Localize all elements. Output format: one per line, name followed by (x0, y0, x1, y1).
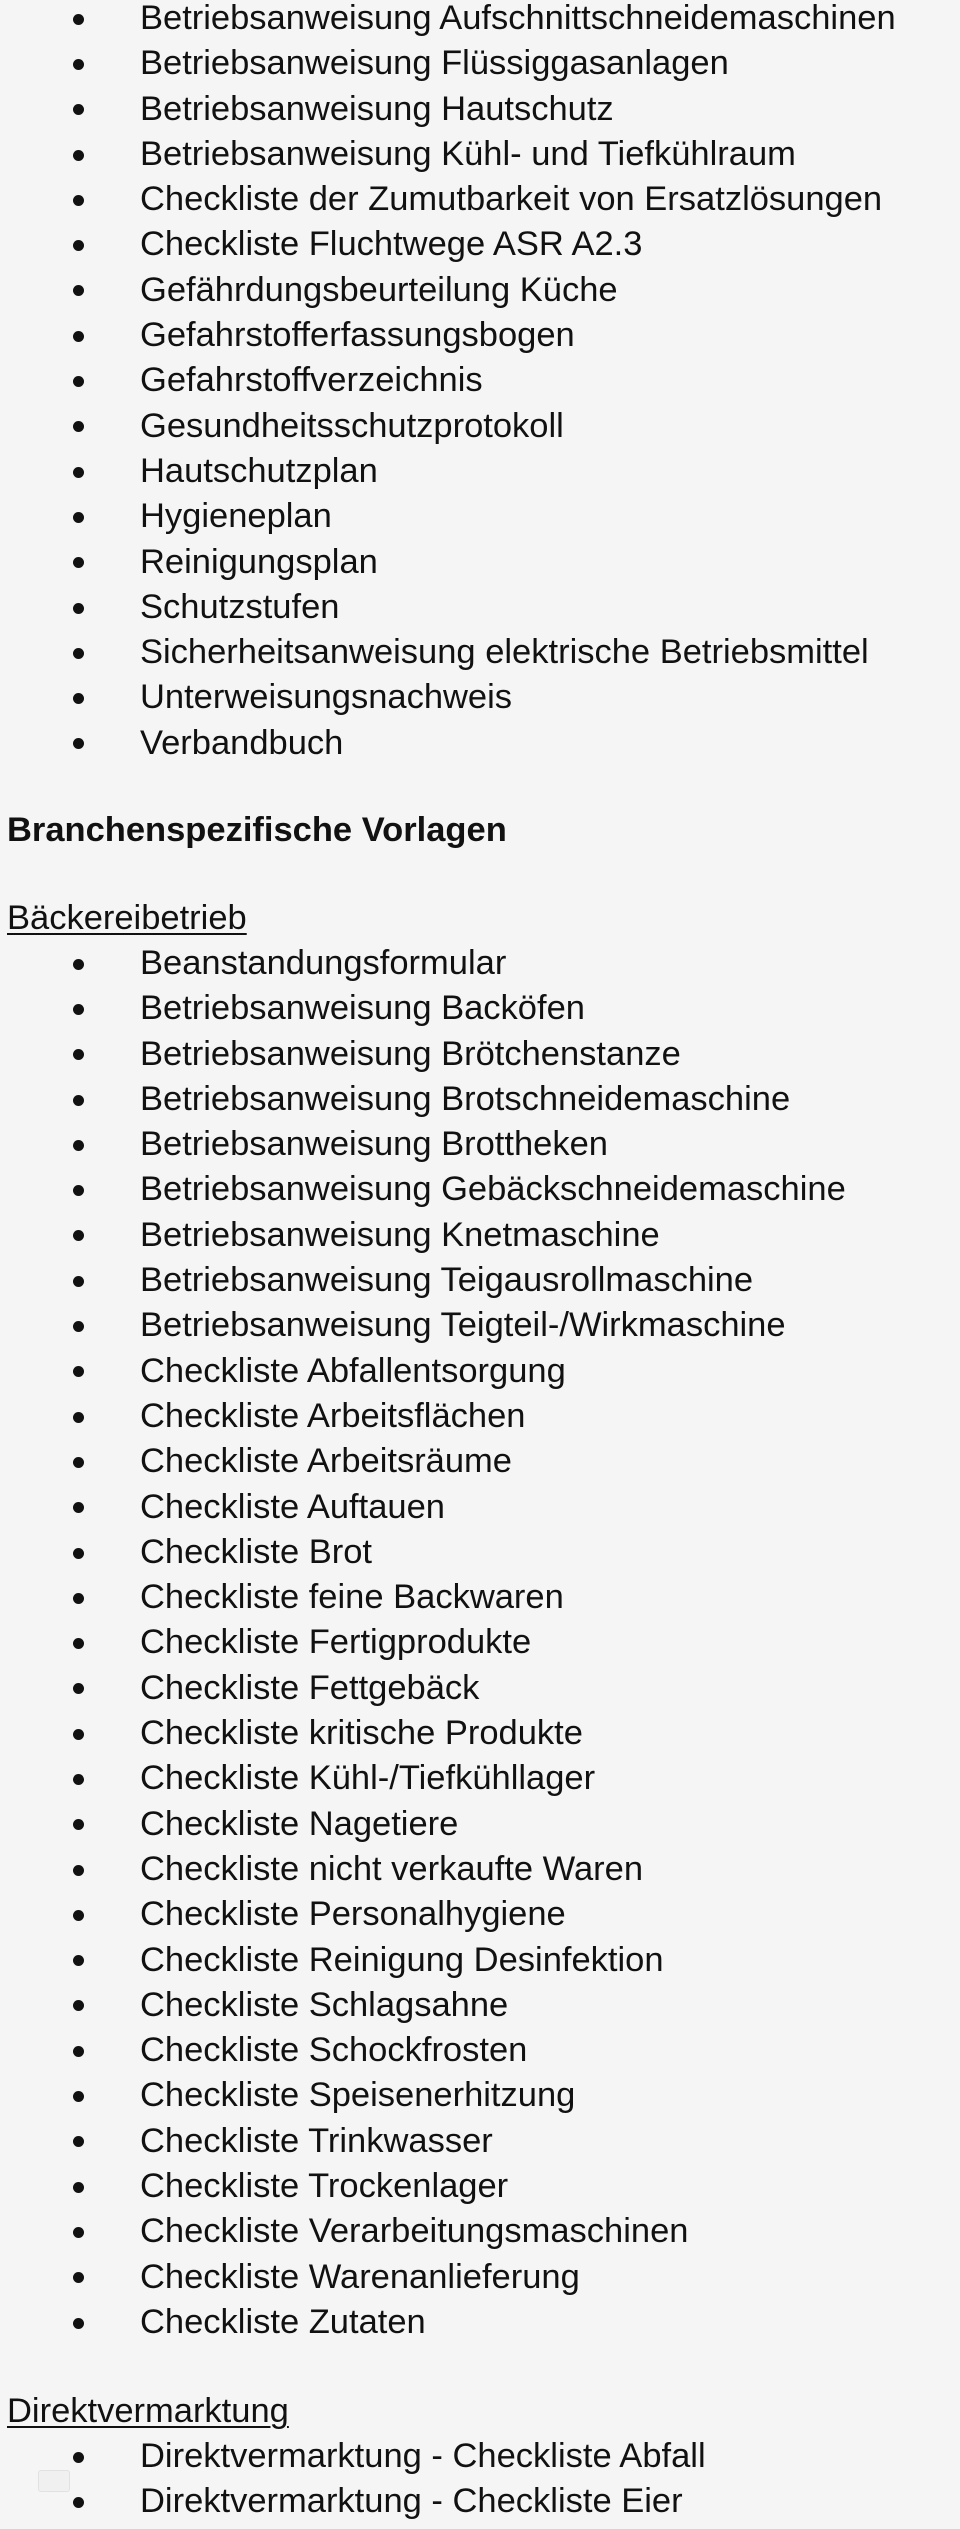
list-item-label: Checkliste feine Backwaren (140, 1578, 564, 1617)
list-item-label: Unterweisungsnachweis (140, 678, 513, 717)
list-item[interactable] (0, 2028, 960, 2073)
list-item-label: Betriebsanweisung Aufschnittschneidemaschinen (140, 0, 896, 37)
list-item-label: Checkliste Fettgebäck (140, 1668, 480, 1707)
bullet-icon (73, 1638, 84, 1649)
list-item-label: Beanstandungsformular (140, 944, 507, 982)
bullet-icon (73, 2182, 84, 2193)
bullet-icon (73, 1276, 84, 1287)
list-item-label: Checkliste Arbeitsräume (140, 1442, 512, 1481)
list-item-label: Checkliste Personalhygiene (140, 1895, 566, 1934)
list-item-label: Schutzstufen (140, 587, 340, 626)
list-item-label: Verbandbuch (140, 723, 344, 762)
bullet-icon (73, 1095, 84, 1106)
list-item-label: Reinigungsplan (140, 542, 378, 581)
list-item-label: Betriebsanweisung Hautschutz (140, 89, 614, 128)
bullet-icon (73, 1049, 84, 1060)
list-item-label: Checkliste Warenanlieferung (140, 2257, 580, 2296)
list-item[interactable] (0, 1847, 960, 1892)
list-item-label: Checkliste Fluchtwege ASR A2.3 (140, 225, 643, 264)
list-item[interactable] (0, 941, 960, 986)
list-item[interactable] (0, 540, 960, 585)
list-item[interactable] (0, 1258, 960, 1303)
list-item[interactable] (0, 1530, 960, 1575)
bullet-icon (73, 331, 84, 342)
list-item[interactable] (0, 2209, 960, 2254)
list-item-label: Checkliste Trinkwasser (140, 2121, 493, 2160)
list-item-label: Gesundheitsschutzprotokoll (140, 406, 564, 445)
list-item-label: Betriebsanweisung Kühl- und Tiefkühlraum (140, 134, 796, 173)
list-item[interactable] (0, 1756, 960, 1801)
list-item-label: Direktvermarktung - Checkliste Abfall (140, 2437, 706, 2475)
list-item-label: Betriebsanweisung Teigausrollmaschine (140, 1261, 754, 1300)
list-item[interactable] (0, 630, 960, 675)
baeckerei-list (0, 941, 960, 2345)
bullet-icon (73, 1774, 84, 1785)
bullet-icon (73, 467, 84, 478)
list-item[interactable] (0, 313, 960, 358)
bullet-icon (73, 1502, 84, 1513)
bullet-icon (73, 1865, 84, 1876)
list-item-label: Gefährdungsbeurteilung Küche (140, 270, 618, 309)
bullet-icon (73, 14, 84, 25)
list-item-label: Betriebsanweisung Brötchenstanze (140, 1034, 681, 1073)
list-item[interactable] (0, 721, 960, 766)
bullet-icon (73, 421, 84, 432)
list-item-label: Direktvermarktung - Checkliste Eier (140, 2482, 683, 2521)
list-item-label: Checkliste Brot (140, 1532, 372, 1571)
list-item[interactable] (0, 1666, 960, 1711)
list-item-label: Checkliste kritische Produkte (140, 1714, 583, 1753)
list-item[interactable] (0, 675, 960, 720)
bullet-icon (73, 2000, 84, 2011)
list-item[interactable] (0, 1032, 960, 1077)
bullet-icon (73, 1366, 84, 1377)
list-item[interactable] (0, 1711, 960, 1756)
bullet-icon (73, 1729, 84, 1740)
list-item[interactable] (0, 1167, 960, 1212)
bullet-icon (73, 2046, 84, 2057)
list-item[interactable] (0, 1938, 960, 1983)
list-item[interactable] (0, 494, 960, 539)
list-item[interactable] (0, 2119, 960, 2164)
list-item-label: Betriebsanweisung Flüssiggasanlagen (140, 44, 729, 83)
list-item-label: Checkliste Kühl-/Tiefkühllager (140, 1759, 596, 1798)
bullet-icon (73, 1593, 84, 1604)
watermark-icon (38, 2470, 70, 2492)
list-item-label: Checkliste Reinigung Desinfektion (140, 1940, 664, 1979)
bullet-icon (73, 738, 84, 749)
list-item-label: Checkliste Speisenerhitzung (140, 2076, 576, 2115)
bullet-icon (73, 195, 84, 206)
list-item[interactable] (0, 1983, 960, 2028)
bullet-icon (73, 59, 84, 70)
list-item[interactable] (0, 1620, 960, 1665)
direktvermarktung-subheading[interactable]: Direktvermarktung (7, 2392, 289, 2430)
list-item[interactable] (0, 585, 960, 630)
list-item[interactable] (0, 1213, 960, 1258)
bullet-icon (73, 2136, 84, 2147)
direktvermarktung-list (0, 2434, 960, 2525)
bullet-icon (73, 2272, 84, 2283)
list-item-label: Checkliste Schockfrosten (140, 2031, 528, 2070)
list-item[interactable] (0, 1439, 960, 1484)
list-item[interactable] (0, 1349, 960, 1394)
bullet-icon (73, 557, 84, 568)
list-item[interactable] (0, 1575, 960, 1620)
list-item[interactable] (0, 1077, 960, 1122)
section-heading: Branchenspezifische Vorlagen (7, 811, 507, 849)
bullet-icon (73, 285, 84, 296)
bullet-icon (73, 1457, 84, 1468)
list-item[interactable] (0, 2073, 960, 2118)
list-item[interactable] (0, 2255, 960, 2300)
bullet-icon (73, 1321, 84, 1332)
bullet-icon (73, 1955, 84, 1966)
list-item-label: Checkliste der Zumutbarkeit von Ersatzlösungen (140, 180, 883, 219)
bullet-icon (73, 1910, 84, 1921)
list-item-label: Checkliste Zutaten (140, 2302, 426, 2341)
list-item-label: Checkliste Auftauen (140, 1487, 445, 1526)
list-item-label: Betriebsanweisung Backöfen (140, 989, 585, 1028)
bullet-icon (73, 1548, 84, 1559)
bullet-icon (73, 512, 84, 523)
list-item-label: Checkliste Trockenlager (140, 2167, 509, 2206)
general-templates-list (0, 0, 960, 766)
list-item-label: Betriebsanweisung Brotschneidemaschine (140, 1079, 791, 1118)
bullet-icon (73, 603, 84, 614)
bullet-icon (73, 376, 84, 387)
list-item-label: Hygieneplan (140, 497, 332, 536)
bullet-icon (73, 1185, 84, 1196)
list-item-label: Betriebsanweisung Brottheken (140, 1125, 608, 1164)
list-item[interactable] (0, 1303, 960, 1348)
bullet-icon (73, 104, 84, 115)
bullet-icon (73, 2497, 84, 2508)
bullet-icon (73, 1230, 84, 1241)
list-item[interactable] (0, 177, 960, 222)
list-item-label: Hautschutzplan (140, 451, 378, 490)
list-item-label: Sicherheitsanweisung elektrische Betriebsmittel (140, 633, 869, 672)
bullet-icon (73, 1412, 84, 1423)
list-item-label: Gefahrstoffverzeichnis (140, 361, 483, 400)
bullet-icon (73, 2227, 84, 2238)
bullet-icon (73, 2452, 84, 2463)
list-item[interactable] (0, 0, 960, 41)
list-item[interactable] (0, 404, 960, 449)
list-item[interactable] (0, 132, 960, 177)
bullet-icon (73, 1004, 84, 1015)
bullet-icon (73, 693, 84, 704)
list-item-label: Checkliste Verarbeitungsmaschinen (140, 2212, 689, 2251)
list-item[interactable] (0, 1892, 960, 1937)
list-item-label: Checkliste nicht verkaufte Waren (140, 1849, 644, 1888)
list-item[interactable] (0, 41, 960, 86)
bullet-icon (73, 150, 84, 161)
list-item-label: Betriebsanweisung Teigteil-/Wirkmaschine (140, 1306, 786, 1345)
bullet-icon (73, 959, 84, 970)
list-item[interactable] (0, 1122, 960, 1167)
bullet-icon (73, 648, 84, 659)
list-item-label: Betriebsanweisung Knetmaschine (140, 1215, 660, 1254)
bullet-icon (73, 1683, 84, 1694)
baeckerei-subheading[interactable]: Bäckereibetrieb (7, 899, 247, 937)
list-item[interactable] (0, 87, 960, 132)
list-item[interactable] (0, 449, 960, 494)
list-item[interactable] (0, 1485, 960, 1530)
list-item-label: Gefahrstofferfassungsbogen (140, 316, 575, 355)
list-item[interactable] (0, 2164, 960, 2209)
list-item[interactable] (0, 2300, 960, 2345)
list-item-label: Checkliste Nagetiere (140, 1804, 459, 1843)
list-item[interactable] (0, 268, 960, 313)
list-item-label: Checkliste Arbeitsflächen (140, 1396, 526, 1435)
bullet-icon (73, 240, 84, 251)
bullet-icon (73, 1140, 84, 1151)
list-item-label: Checkliste Schlagsahne (140, 1985, 509, 2024)
list-item-label: Checkliste Abfallentsorgung (140, 1351, 566, 1390)
list-item[interactable] (0, 358, 960, 403)
bullet-icon (73, 1819, 84, 1830)
list-item-label: Checkliste Fertigprodukte (140, 1623, 532, 1662)
list-item[interactable] (0, 2434, 960, 2479)
bullet-icon (73, 2318, 84, 2329)
bullet-icon (73, 2091, 84, 2102)
list-item[interactable] (0, 1802, 960, 1847)
list-item[interactable] (0, 1394, 960, 1439)
list-item[interactable] (0, 2479, 960, 2524)
list-item[interactable] (0, 222, 960, 267)
list-item-label: Betriebsanweisung Gebäckschneidemaschine (140, 1170, 846, 1209)
list-item[interactable] (0, 986, 960, 1031)
